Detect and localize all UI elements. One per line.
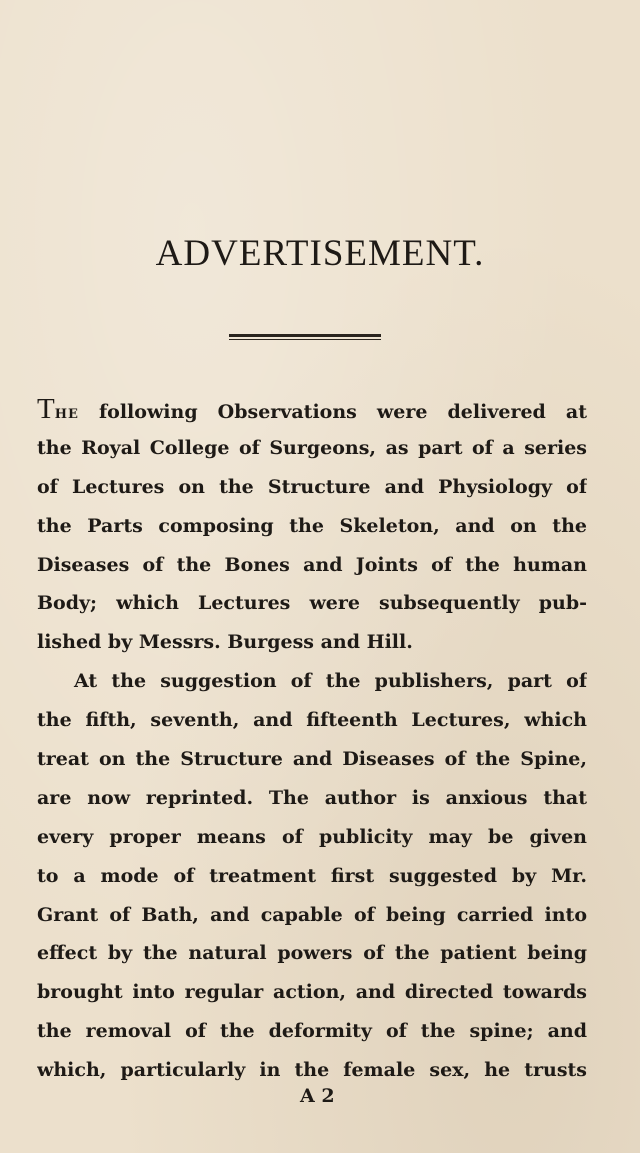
text-line-15: effect by the natural powers of the patient being — [37, 942, 587, 965]
first-word-rest: he — [54, 401, 79, 423]
text-line-10: treat on the Structure and Diseases of the Spine, — [37, 748, 587, 771]
text-line-3: of Lectures on the Structure and Physiology of — [37, 475, 587, 498]
text-line-8: At the suggestion of the publishers, part of — [74, 670, 587, 693]
text-line-14: Grant of Bath, and capable of being carried into — [37, 903, 587, 926]
text-line-6: Body; which Lectures were subsequently pub- — [37, 592, 587, 615]
text-line-18: which, particularly in the female sex, he trusts — [37, 1059, 587, 1082]
text-line-4: the Parts composing the Skeleton, and on the — [37, 514, 587, 537]
text-line-16: brought into regular action, and directed towards — [37, 981, 587, 1004]
text-line-2: the Royal College of Surgeons, as part of a series — [37, 436, 587, 459]
text-line-7: lished by Messrs. Burgess and Hill. — [37, 631, 413, 654]
text-line-9: the fifth, seventh, and fifteenth Lectures, which — [37, 709, 587, 732]
text-line-11: are now reprinted. The author is anxious that — [37, 786, 587, 809]
text-line-5: Diseases of the Bones and Joints of the human — [37, 553, 587, 576]
line-text: following Observations were delivered at — [78, 401, 587, 423]
page-heading: ADVERTISEMENT. — [155, 233, 485, 274]
signature-mark: A 2 — [300, 1085, 335, 1107]
text-line-1 — [37, 390, 587, 429]
heading-rule-thick — [229, 334, 381, 337]
advertisement-text — [37, 390, 587, 1090]
text-line-17: the removal of the deformity of the spine; and — [37, 1020, 587, 1043]
text-line-12: every proper means of publicity may be given — [37, 825, 587, 848]
drop-initial: T — [37, 393, 55, 425]
heading-rule-thin — [229, 339, 381, 340]
text-line-13: to a mode of treatment first suggested by Mr. — [37, 864, 587, 887]
